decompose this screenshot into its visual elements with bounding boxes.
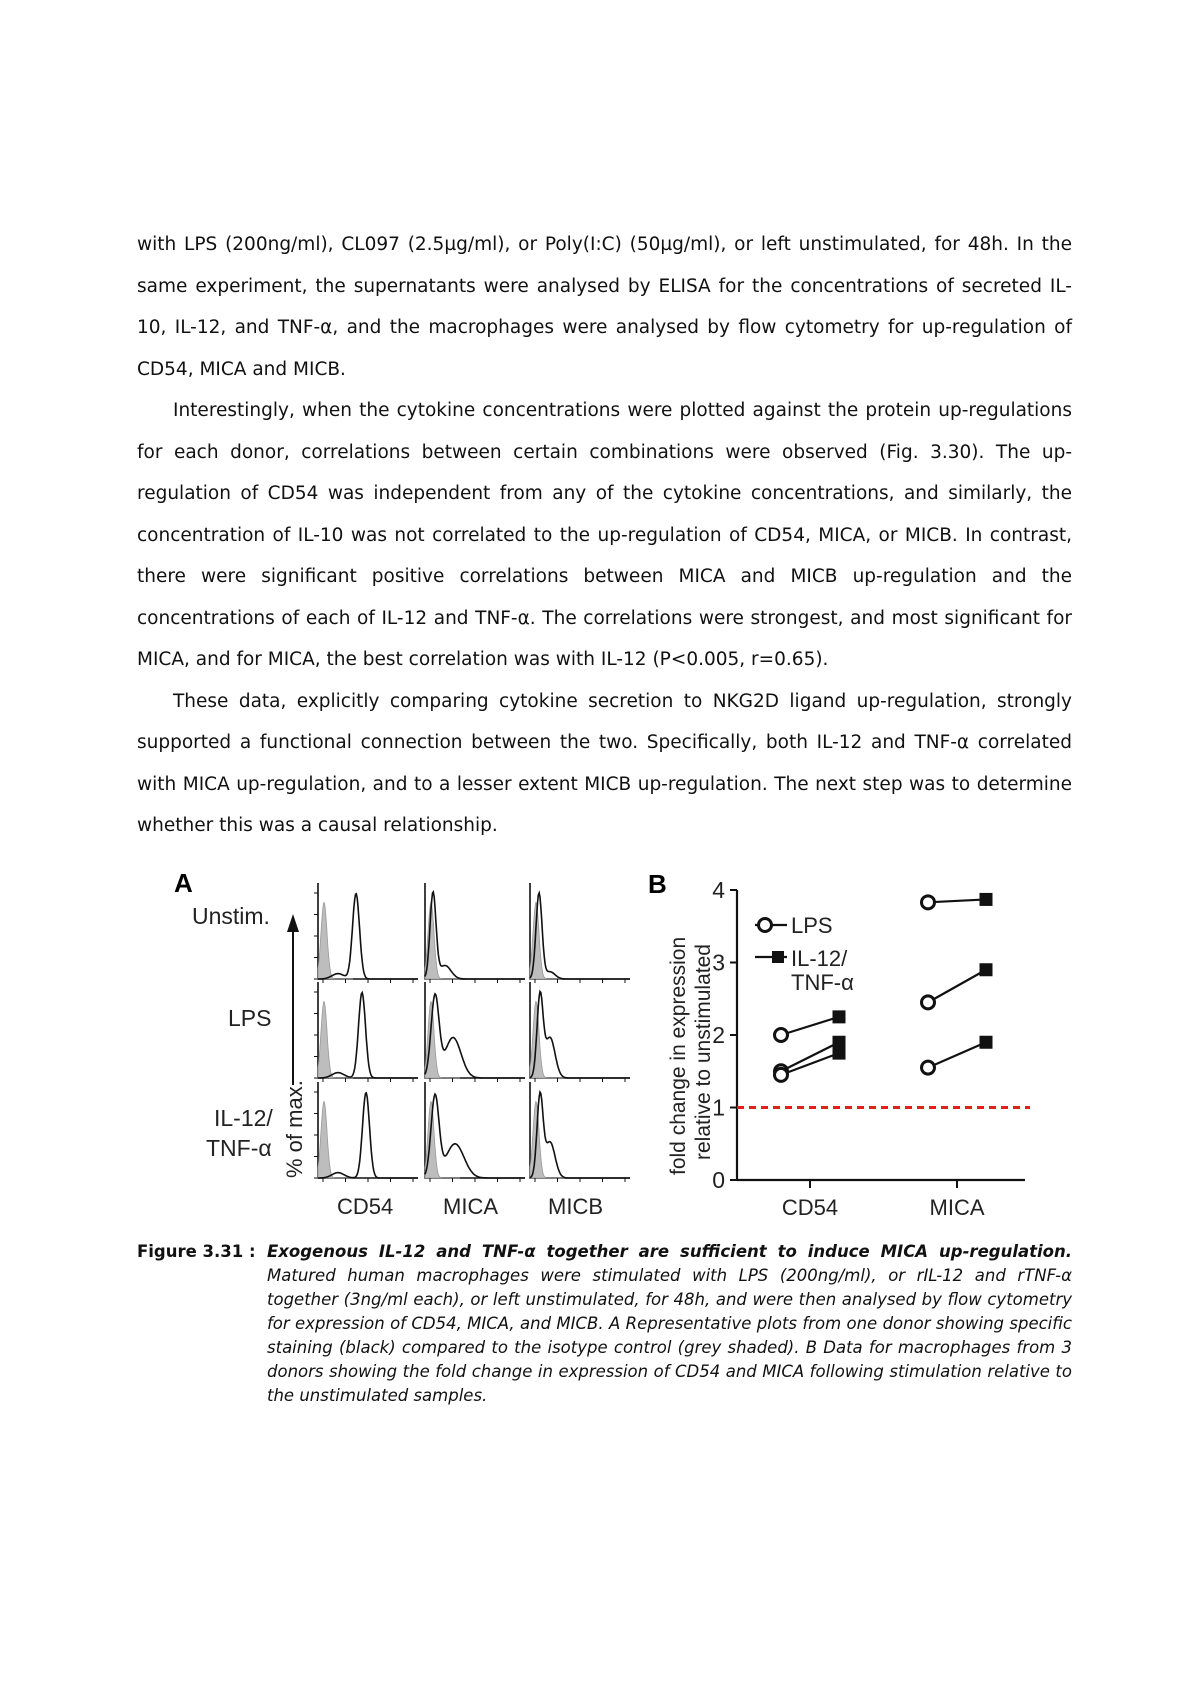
y-axis-label-line1: fold change in expression	[667, 936, 690, 1175]
lps-point	[922, 1061, 935, 1074]
legend-il12-icon	[772, 951, 784, 963]
y-tick-label: 2	[712, 1022, 725, 1048]
isotype-histogram	[530, 1102, 565, 1178]
lps-point	[775, 1029, 788, 1042]
col-label-micb: MICB	[548, 1194, 603, 1219]
paragraph-1: with LPS (200ng/ml), CL097 (2.5µg/ml), or Poly(I:C) (50µg/ml), or left unstimulated, for 48h. In the same experiment, the supernatants were analysed by ELISA for the concentrations of secreted IL-10, IL-12, and TNF-α, and the macrophages were analysed by flow cytometry for up-regulation of CD54, MICA and MICB.	[137, 234, 1072, 380]
donor-connector	[928, 970, 986, 1003]
il12-tnf-point	[833, 1047, 846, 1060]
row-label-lps: LPS	[228, 1005, 272, 1031]
stained-histogram	[530, 1092, 630, 1178]
stained-histogram	[425, 1094, 525, 1178]
il12-tnf-point	[980, 963, 993, 976]
col-label-mica: MICA	[443, 1194, 498, 1219]
figure-caption	[137, 1240, 1072, 1408]
chart-b	[712, 877, 1030, 1220]
row-label-unstim: Unstim.	[192, 903, 270, 929]
caption-body	[267, 1240, 1072, 1408]
arrow-up-icon	[287, 914, 299, 932]
histogram-axes	[318, 1082, 418, 1178]
isotype-histogram	[318, 1102, 353, 1178]
donor-connector	[928, 899, 986, 902]
histogram-grid	[314, 883, 630, 1182]
row-label-tnf: TNF-α	[206, 1135, 272, 1161]
col-label-cd54: CD54	[337, 1194, 394, 1219]
il12-tnf-point	[980, 893, 993, 906]
x-tick-label: CD54	[781, 1195, 839, 1220]
stained-histogram	[318, 894, 418, 979]
y-axis-label-a: % of max.	[282, 1080, 307, 1178]
histogram-axes	[318, 883, 418, 979]
y-tick-label: 3	[712, 949, 725, 976]
stained-histogram	[318, 993, 418, 1078]
paragraph-3: These data, explicitly comparing cytokine secretion to NKG2D ligand up-regulation, strongly supported a functional connection between the two. Specifically, both IL-12 and TNF-α correlated with MICA up-regulation, and to a lesser extent MICB up-regulation. The next step was to determine whether this was a causal relationship.	[137, 690, 1072, 836]
legend-lps-icon	[759, 919, 772, 932]
isotype-histogram	[530, 1002, 565, 1078]
x-tick-label: MICA	[929, 1195, 985, 1220]
stained-histogram	[425, 892, 525, 979]
isotype-histogram	[318, 1002, 353, 1078]
stained-histogram	[425, 994, 525, 1078]
legend-lps-label: LPS	[791, 913, 833, 938]
caption-label: Figure 3.31 :	[137, 1242, 256, 1261]
il12-tnf-point	[833, 1010, 846, 1023]
lps-point	[922, 896, 935, 909]
y-tick-label: 0	[712, 1167, 725, 1193]
isotype-histogram	[318, 903, 353, 979]
stained-histogram	[530, 992, 630, 1079]
stained-histogram	[318, 1093, 418, 1178]
legend-il12-label-1: IL-12/	[791, 946, 848, 971]
y-tick-label: 1	[712, 1094, 725, 1121]
panel-a-label: A	[174, 868, 193, 898]
caption-title: Exogenous IL-12 and TNF-α together are sufficient to induce MICA up-regulation.	[267, 1242, 1072, 1261]
stained-histogram	[530, 893, 630, 979]
y-axis-label-line2: relative to unstimulated	[692, 944, 715, 1160]
legend-il12-label-2: TNF-α	[791, 970, 854, 995]
lps-point	[922, 996, 935, 1009]
donor-connector	[928, 1042, 986, 1067]
panel-b-label: B	[648, 869, 667, 899]
donor-connector	[781, 1017, 839, 1035]
row-label-il12: IL-12/	[214, 1105, 273, 1131]
y-tick-label: 4	[712, 877, 725, 903]
lps-point	[775, 1068, 788, 1081]
paragraph-2: Interestingly, when the cytokine concentrations were plotted against the protein up-regulations for each donor, correlations between certain combinations were observed (Fig. 3.30). The up-regulation of CD54 was independent from any of the cytokine concentrations, and similarly, the concentration of IL-10 was not correlated to the up-regulation of CD54, MICA, or MICB. In contrast, there were significant positive correlations between MICA and MICB up-regulation and the concentrations of each of IL-12 and TNF-α. The correlations were strongest, and most significant for MICA, and for MICA, the best correlation was with IL-12 (P<0.005, r=0.65).	[137, 400, 1072, 670]
caption-text: Matured human macrophages were stimulated with LPS (200ng/ml), or rIL-12 and rTNF-α together (3ng/ml each), or left unstimulated, for 48h, and were then analysed by flow cytometry for expression of CD54, MICA, and MICB. A Representative plots from one donor showing specific staining (black) compared to the isotype control (grey shaded). B Data for macrophages from 3 donors showing the fold change in expression of CD54 and MICA following stimulation relative to the unstimulated samples.	[267, 1266, 1072, 1405]
il12-tnf-point	[980, 1036, 993, 1049]
